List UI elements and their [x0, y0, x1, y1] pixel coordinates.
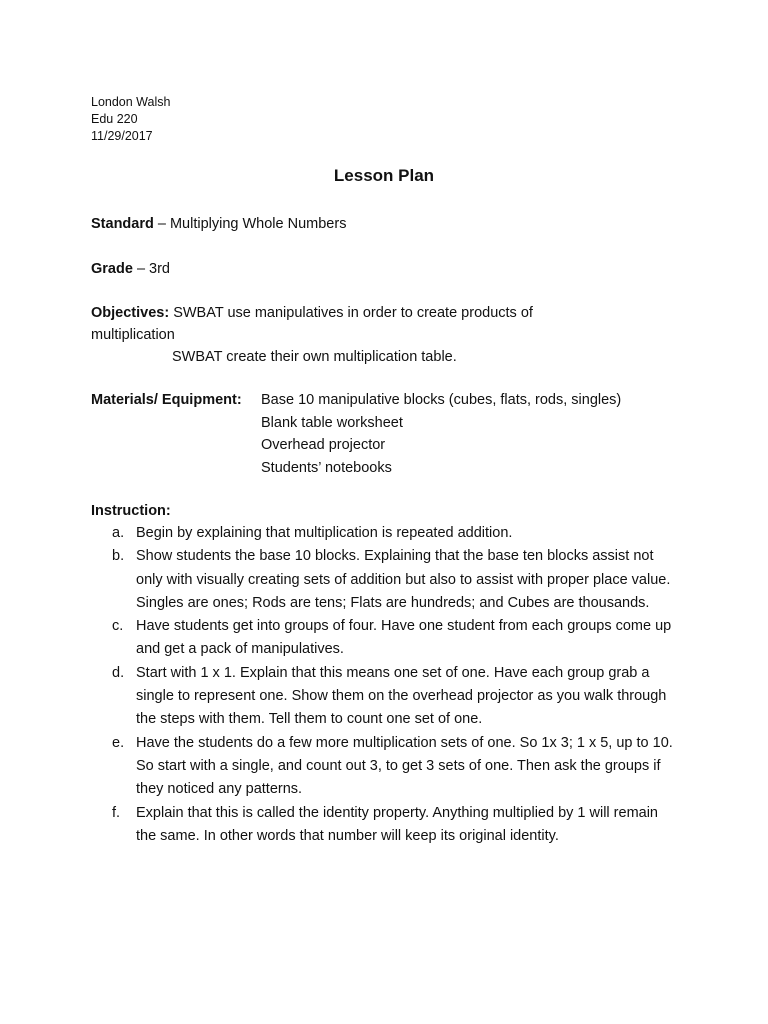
objective-1-continued: multiplication	[91, 327, 175, 343]
instruction-text: Have students get into groups of four. Have one student from each groups come up and get a pack of manipulatives.	[136, 618, 672, 658]
instruction-text: Show students the base 10 blocks. Explaining that the base ten blocks assist not only with visually creating sets of addition but also to assist with proper place value. Singles are ones; Rods are tens; Flats are hundreds; and Cubes are thousands.	[136, 548, 671, 611]
instruction-marker: b.	[112, 548, 125, 565]
instruction-marker: c.	[112, 618, 124, 635]
instruction-list	[112, 522, 682, 848]
instruction-item	[112, 662, 682, 732]
standard-text: – Multiplying Whole Numbers	[153, 216, 347, 232]
document-date: 11/29/2017	[91, 129, 153, 143]
standard-line	[91, 213, 346, 235]
materials-item: Base 10 manipulative blocks (cubes, flats, rods, singles)	[261, 392, 622, 408]
page-title: Lesson Plan	[333, 166, 435, 185]
materials-item: Overhead projector	[261, 437, 386, 453]
course-code: Edu 220	[91, 112, 138, 126]
instruction-marker: a.	[112, 525, 125, 541]
instruction-text: Begin by explaining that multiplication is repeated addition.	[136, 525, 513, 541]
instruction-item	[112, 615, 682, 662]
grade-text: – 3rd	[132, 261, 171, 277]
instruction-text: Explain that this is called the identity property. Anything multiplied by 1 will remain the same. In other words that number will keep its original identity.	[136, 804, 658, 844]
instruction-marker: d.	[112, 664, 125, 681]
objectives-line	[91, 302, 533, 324]
instruction-text: Have the students do a few more multiplication sets of one. So 1x 3; 1 x 5, up to 10. So start with a single, and count out 3, to get 3 sets of one. Then ask the groups if they noticed any patterns.	[136, 734, 673, 798]
instruction-text: Start with 1 x 1. Explain that this means one set of one. Have each group grab a single to represent one. Show them on the overhead projector as you walk through the steps with them. Tell them to count one set of one.	[136, 664, 667, 728]
standard-label: Standard	[91, 216, 154, 232]
author-name: London Walsh	[91, 95, 171, 109]
instruction-item	[112, 732, 682, 802]
instruction-marker: e.	[112, 734, 125, 751]
instruction-item	[112, 522, 682, 545]
instruction-item	[112, 545, 682, 615]
instruction-marker: f.	[112, 804, 121, 821]
materials-list	[261, 389, 621, 479]
materials-line	[91, 389, 242, 411]
materials-item: Students’ notebooks	[261, 459, 392, 476]
instruction-item	[112, 802, 682, 849]
instruction-label: Instruction:	[91, 503, 171, 519]
grade-line	[91, 258, 170, 280]
grade-label: Grade	[91, 261, 133, 277]
materials-label: Materials/ Equipment:	[91, 392, 242, 408]
objective-1-text: SWBAT use manipulatives in order to create products of	[169, 305, 533, 321]
objective-2-text: SWBAT create their own multiplication table.	[172, 349, 457, 365]
objectives-label: Objectives:	[91, 305, 170, 321]
materials-item: Blank table worksheet	[261, 414, 403, 431]
instruction-line	[91, 500, 171, 522]
